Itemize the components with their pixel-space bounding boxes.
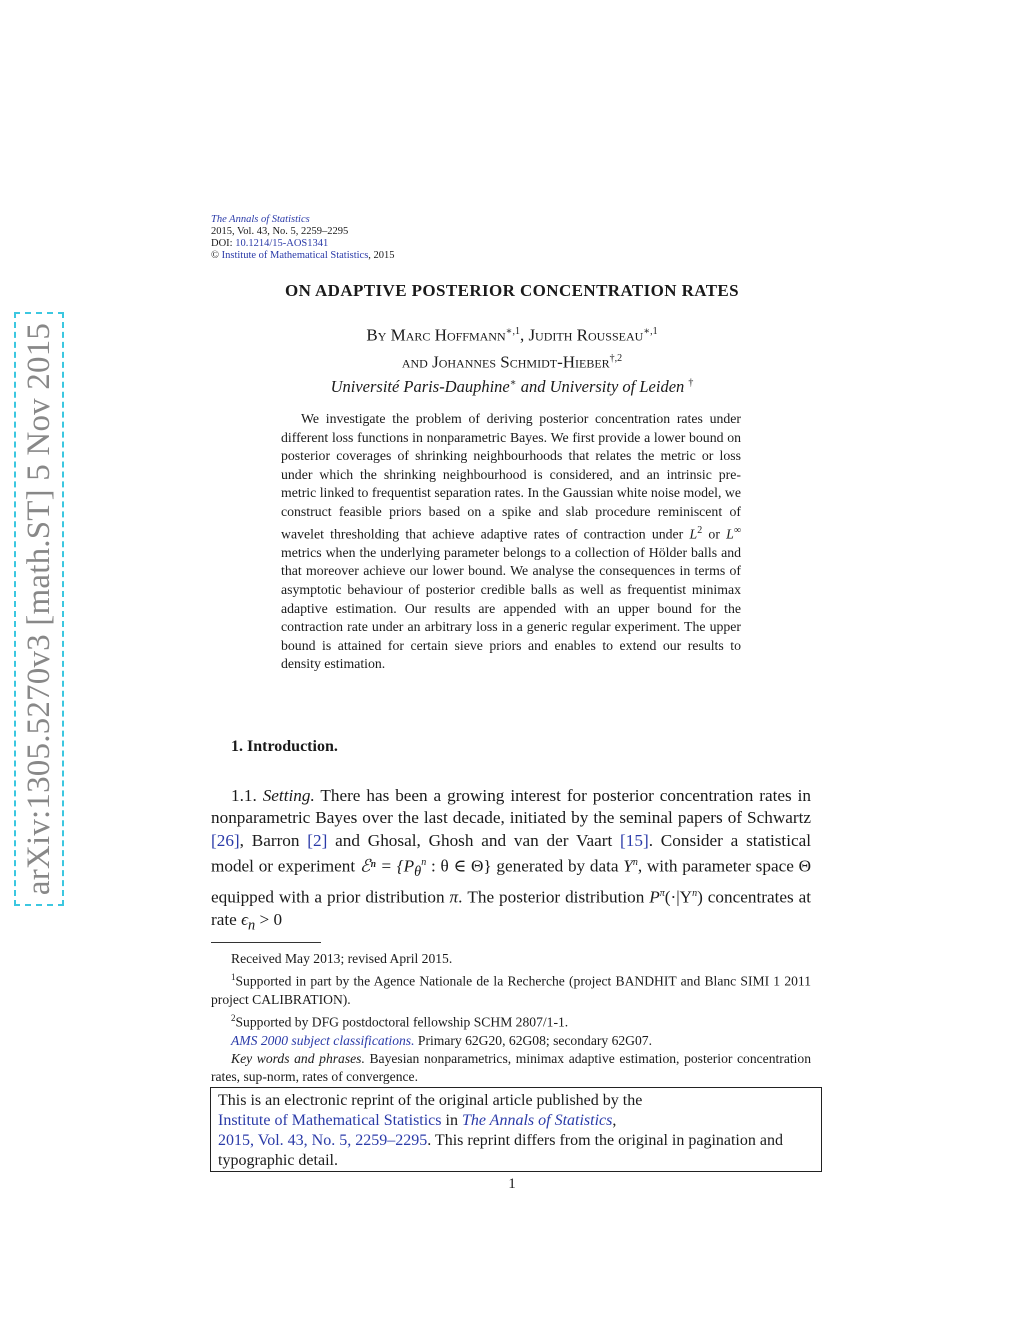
footnote-text: Supported by DFG postdoctoral fellowship SCHM 2807/1-1.	[235, 1014, 569, 1030]
math-posterior: P	[649, 888, 660, 908]
math-Y: Y	[623, 856, 633, 876]
by-label: By	[366, 325, 387, 345]
affiliation-dauphine: Université Paris-Dauphine	[330, 377, 510, 396]
reprint-comma: ,	[612, 1112, 617, 1129]
abstract-or: or	[702, 526, 727, 542]
math-sub: n	[248, 917, 256, 934]
math-sup: n	[632, 856, 638, 868]
abstract	[281, 410, 741, 674]
journal-header	[211, 214, 395, 262]
affiliation-mark: †	[688, 377, 694, 389]
math-experiment-end: : θ ∈ Θ}	[426, 856, 492, 876]
footnotes	[211, 950, 811, 1086]
footnote-1	[211, 968, 811, 1009]
math-sup: π	[659, 888, 665, 900]
body-text: There has been a growing interest for posterior concentration rates in nonparametric Bayes over the last decade, initiated by the seminal papers of Schwartz	[211, 786, 811, 828]
body-paragraph	[211, 785, 811, 937]
keywords-label: Key words and phrases.	[231, 1051, 365, 1067]
journal-name-link[interactable]: The Annals of Statistics	[211, 214, 310, 225]
reprint-journal-link[interactable]: The Annals of Statistics	[461, 1112, 613, 1129]
ams-text: Primary 62G20, 62G08; secondary 62G07.	[414, 1032, 652, 1048]
journal-copyright	[211, 250, 395, 262]
reprint-rest: . This reprint differs from the original in pagination and typographic detail.	[218, 1132, 783, 1169]
math-sup: n	[421, 856, 427, 868]
reprint-in: in	[441, 1112, 462, 1129]
affiliation-leiden: University of Leiden	[549, 377, 685, 396]
ams-link[interactable]: AMS 2000 subject classifications.	[231, 1032, 415, 1048]
author-line-1	[0, 320, 1024, 347]
reprint-line: This is an electronic reprint of the original article published by the	[218, 1092, 643, 1109]
doi-label: DOI:	[211, 238, 233, 249]
subsection-title: Setting.	[262, 786, 315, 805]
body-text: , Barron	[239, 830, 308, 850]
journal-volume: 2015, Vol. 43, No. 5, 2259–2295	[211, 226, 349, 237]
ams-classification	[211, 1032, 811, 1050]
math-sup: ∞	[733, 524, 741, 536]
body-text: generated by data	[491, 856, 624, 876]
keywords	[211, 1050, 811, 1086]
author-sep: ,	[519, 325, 525, 345]
body-text: . Consider a statistical model or experiment	[211, 830, 812, 876]
footnote-text: Supported in part by the Agence Nationale de la Recherche (project BANDHIT and Blanc SIMI 1 2011 project CALIBRATION).	[211, 973, 811, 1007]
body-text: , with parameter space Θ equipped with a prior distribution	[211, 856, 811, 908]
reprint-line	[218, 1131, 814, 1171]
author-schmidt-hieber: Johannes Schmidt-Hieber	[432, 352, 610, 372]
math-sup: 2	[697, 524, 703, 536]
footnote-2	[211, 1009, 811, 1032]
affiliation-and: and	[516, 377, 550, 396]
author-line-2	[0, 347, 1024, 374]
abstract-text-2: metrics when the underlying parameter belongs to a collection of Hölder balls and that moreover achieve our lower bound. We analyse the consequences in terms of asymptotic behaviour of posterior credible balls as well as frequentist minimax adaptive estimation. Our results are appended with an upper bound for the contraction rate under an arbitrary loss in a generic regular experiment. The upper bound is attained for certain sieve priors and enables to extend our results to density estimation.	[281, 544, 741, 672]
authors	[0, 320, 1024, 373]
body-text: . The posterior distribution	[458, 888, 650, 908]
author-mark: ∗,1	[505, 326, 520, 337]
author-mark: ∗,1	[643, 326, 658, 337]
footnote-mark: 1	[231, 972, 236, 983]
author-mark: †,2	[609, 352, 623, 364]
copyright-year: , 2015	[368, 250, 395, 261]
ref-2-link[interactable]: [2]	[307, 830, 328, 850]
section-heading: 1. Introduction.	[231, 738, 338, 755]
footnote-mark: 2	[231, 1013, 236, 1024]
math-L: L	[726, 526, 734, 542]
page-number: 1	[508, 1176, 516, 1192]
math-paren: )	[697, 888, 703, 908]
author-hoffmann: Marc Hoffmann	[390, 325, 506, 345]
reprint-citation-link[interactable]: 2015, Vol. 43, No. 5, 2259–2295	[218, 1132, 428, 1149]
abstract-text-1: We investigate the problem of deriving posterior concentration rates under different loss functions in nonparametric Bayes. We first provide a lower bound on posterior coverages of shrinking neighbourhoods that relates the metric or loss under which the shrinking neighbourhood is considered, and an intrinsic pre-metric linked to frequentist separation rates. In the Gaussian white noise model, we construct feasible priors based on a spike and slab procedure reminiscent of wavelet thresholding that achieve adaptive rates of contraction under	[281, 411, 741, 542]
ref-15-link[interactable]: [15]	[620, 830, 649, 850]
received-note: Received May 2013; revised April 2015.	[231, 951, 453, 966]
journal-doi-line	[211, 238, 395, 250]
reprint-notice	[210, 1087, 822, 1172]
math-experiment: ℰⁿ = {P	[359, 856, 415, 876]
keywords-text: Bayesian nonparametrics, minimax adaptive estimation, posterior concentration rates, sup-norm, rates of convergence.	[211, 1051, 811, 1085]
subsection-number: 1.1.	[231, 786, 257, 805]
arxiv-identifier: arXiv:1305.5270v3 [math.ST] 5 Nov 2015	[21, 322, 57, 896]
author-rousseau: Judith Rousseau	[528, 325, 644, 345]
affiliation-mark: ∗	[509, 377, 517, 389]
math-posterior-arg: (·|Y	[664, 888, 693, 908]
math-sup: n	[692, 888, 698, 900]
math-L: L	[689, 526, 698, 542]
and-label: and	[401, 352, 428, 372]
reprint-line	[218, 1111, 814, 1131]
paper-title: ON ADAPTIVE POSTERIOR CONCENTRATION RATES	[284, 281, 740, 300]
footnote-rule	[211, 942, 321, 943]
reprint-publisher-link[interactable]: Institute of Mathematical Statistics	[218, 1112, 442, 1129]
publisher-link[interactable]: Institute of Mathematical Statistics	[221, 250, 369, 261]
ref-26-link[interactable]: [26]	[211, 830, 240, 850]
affiliations	[0, 377, 1024, 397]
math-pi: π	[449, 888, 459, 908]
math-epsilon: ϵ	[241, 910, 248, 930]
doi-link[interactable]: 10.1214/15-AOS1341	[235, 238, 329, 249]
math-sub: θ	[414, 864, 422, 881]
body-text: > 0	[255, 910, 283, 930]
copyright-icon: ©	[211, 250, 219, 261]
body-text: concentrates at rate	[211, 888, 812, 930]
body-text: and Ghosal, Ghosh and van der Vaart	[327, 830, 621, 850]
